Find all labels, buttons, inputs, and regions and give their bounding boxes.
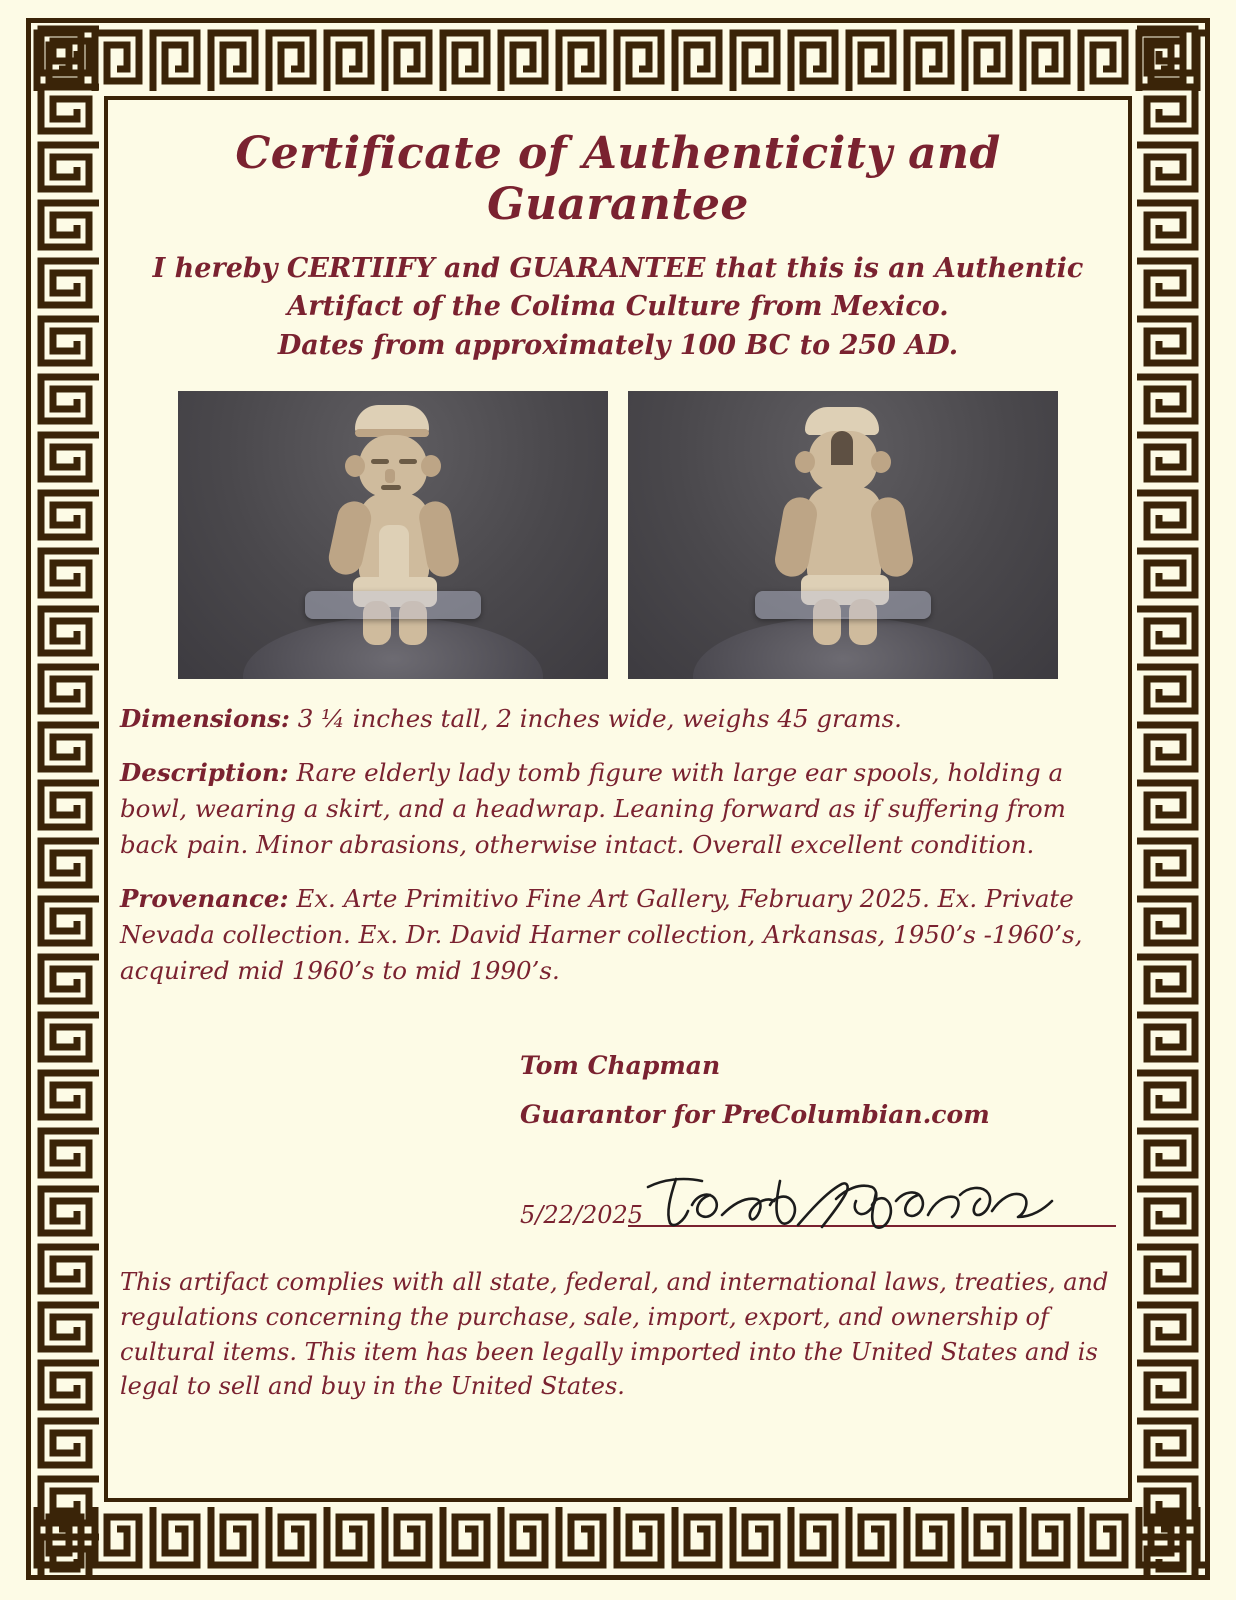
legal-disclaimer: This artifact complies with all state, federal, and international laws, treaties, and regulations concerning the purchase, sale, import, export, and ownership of cultural items. This item has been legally imported into the United States and is legal to sell and buy in the United States. — [120, 1267, 1109, 1401]
artifact-photo-front — [178, 391, 608, 679]
field-provenance-label: Provenance: — [120, 883, 289, 913]
artifact-photos — [120, 391, 1116, 679]
certify-statement — [120, 250, 1116, 365]
field-description-label: Description: — [120, 757, 289, 787]
greek-key-border-left — [31, 23, 105, 1575]
certify-line-1: I hereby CERTIIFY and GUARANTEE that this is an Authentic — [152, 253, 1084, 284]
field-dimensions-label: Dimensions: — [120, 703, 290, 733]
signature-date: 5/22/2025 — [520, 1200, 644, 1229]
artifact-photo-back — [628, 391, 1058, 679]
field-dimensions — [120, 701, 1116, 737]
field-description-value: Rare elderly lady tomb figure with large ear spools, holding a bowl, wearing a skirt, and a headwrap. Leaning forward as if suffering from back pain. Minor abrasions, otherwise intact. Overall excellent condition. — [120, 757, 1066, 859]
certificate-content — [120, 110, 1116, 1428]
signature-row — [120, 1171, 1116, 1235]
certify-line-3: Dates from approximately 100 BC to 250 AD. — [277, 329, 959, 361]
field-provenance-value: Ex. Arte Primitivo Fine Art Gallery, February 2025. Ex. Private Nevada collection. Ex. Dr. David Harner collection, Arkansas, 1950’s -1960’s, acquired mid 1960’s to mid 1990’s. — [120, 883, 1083, 985]
greek-key-border-bottom — [31, 1501, 1205, 1575]
signer-name: Tom Chapman — [520, 1050, 721, 1080]
signature-mark — [640, 1171, 1060, 1233]
field-provenance — [120, 881, 1116, 989]
signer-block — [120, 1051, 1116, 1129]
field-description — [120, 755, 1116, 863]
page-title: Certificate of Authenticity and Guarantee — [235, 128, 1001, 230]
certify-line-2: Artifact of the Colima Culture from Mexico. — [287, 291, 949, 323]
greek-key-border-right — [1131, 23, 1205, 1575]
signer-role: Guarantor for PreColumbian.com — [520, 1099, 990, 1129]
greek-key-border-top — [31, 23, 1205, 97]
field-dimensions-value: 3 ¼ inches tall, 2 inches wide, weighs 45 grams. — [289, 703, 902, 733]
